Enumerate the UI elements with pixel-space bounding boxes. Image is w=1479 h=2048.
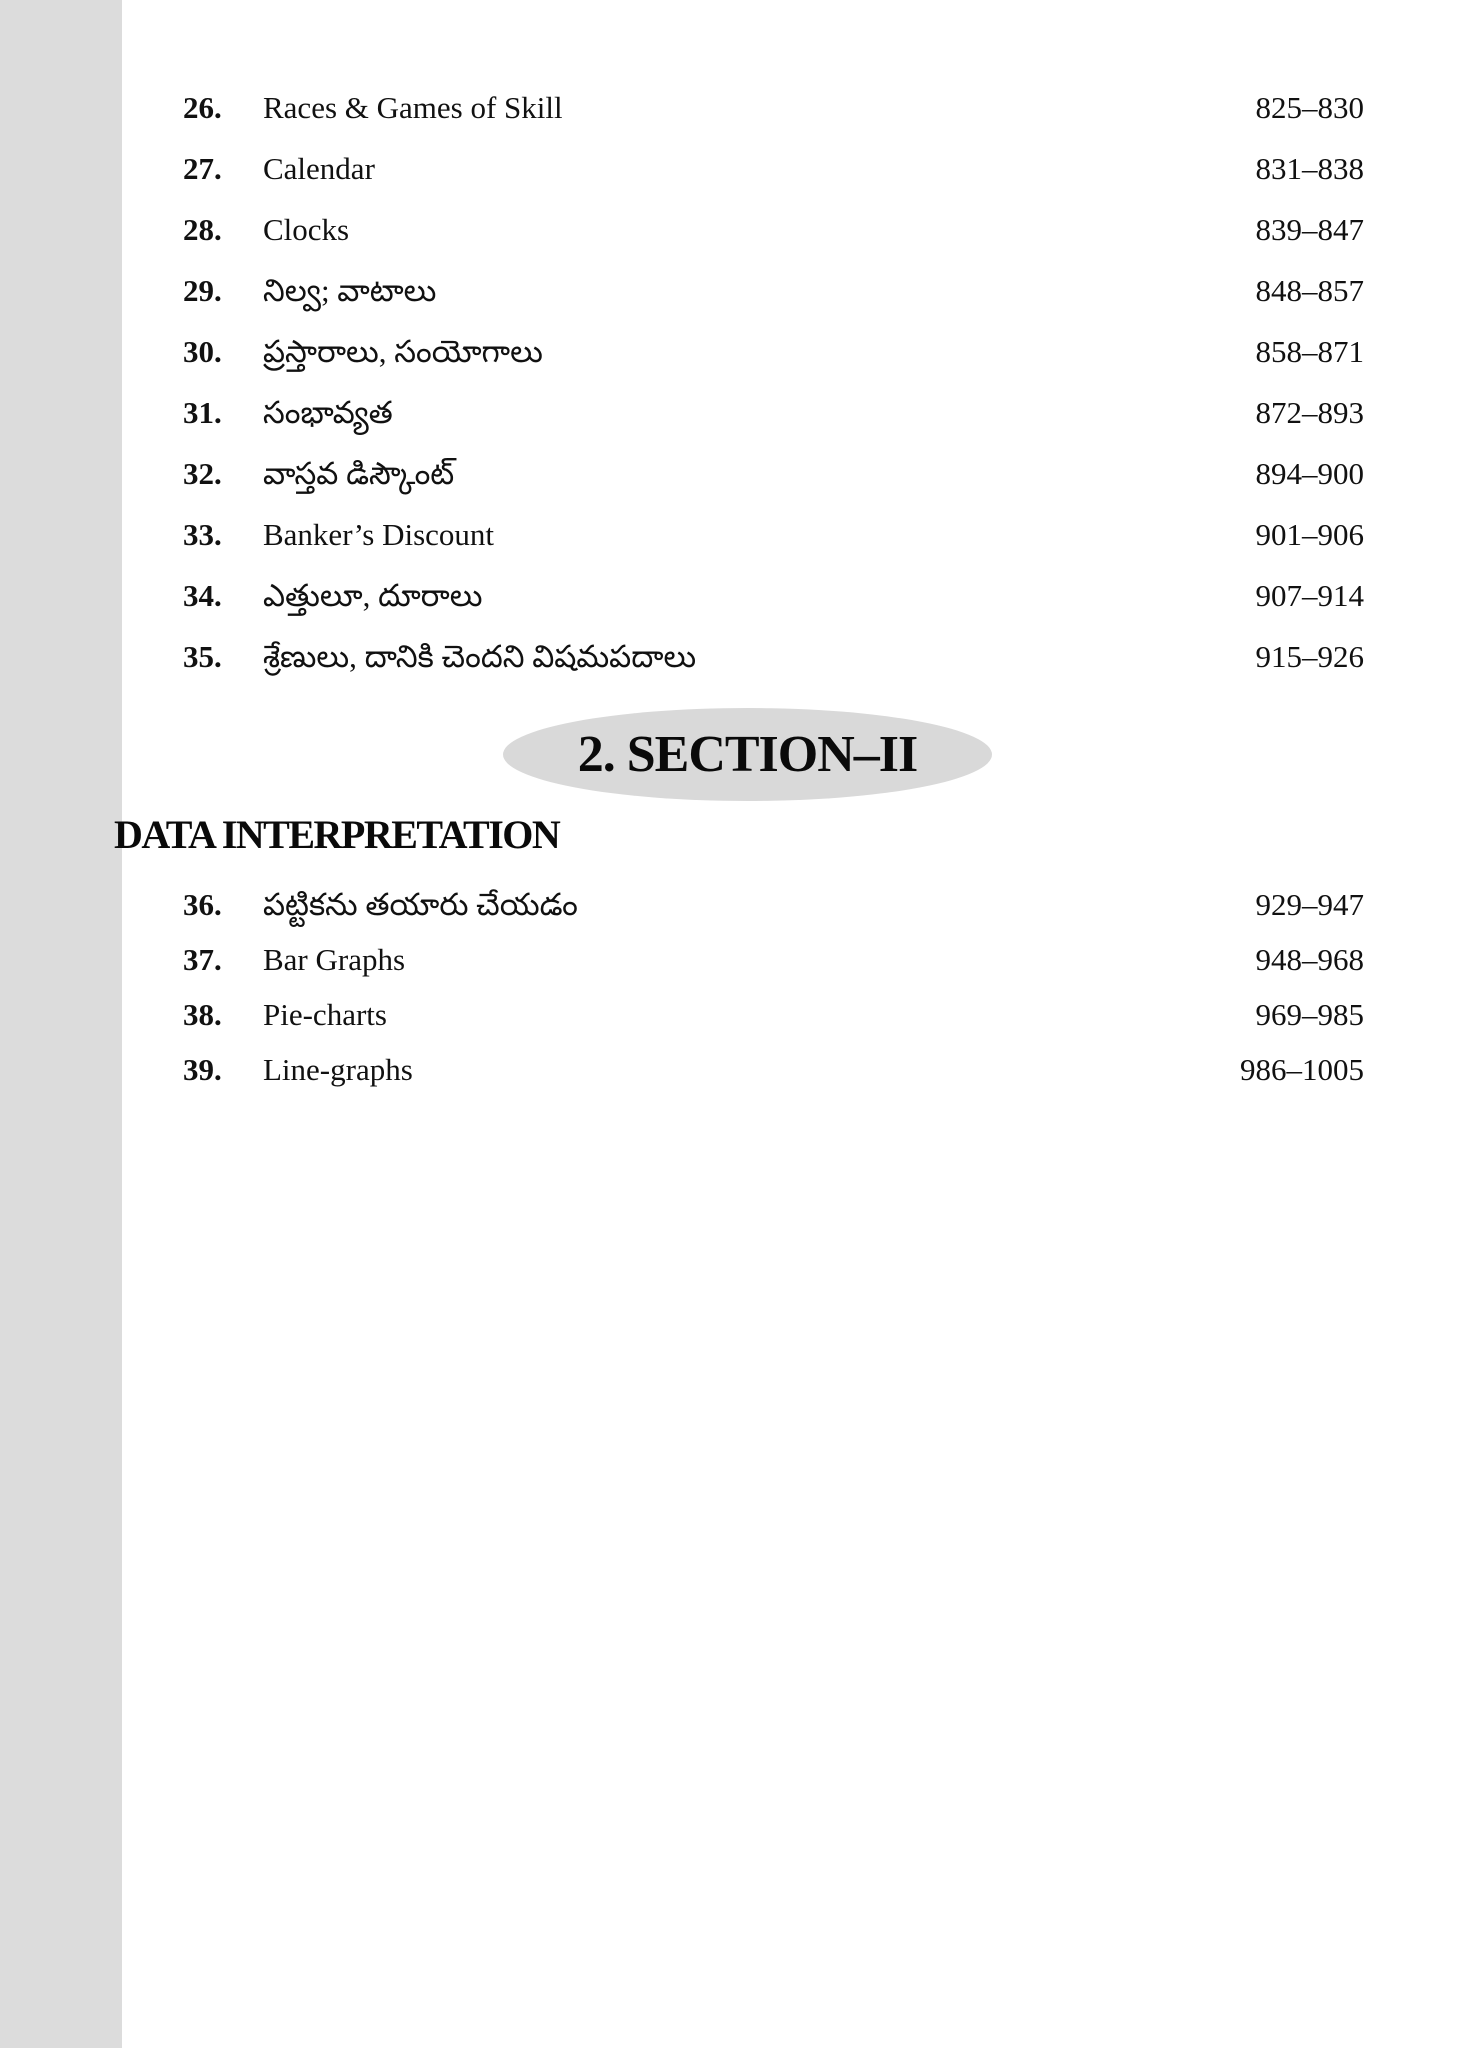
toc-entry[interactable] [183,138,1364,199]
toc-entry[interactable] [183,260,1364,321]
toc-entry-title: ప్రస్తారాలు, సంయోగాలు [263,333,543,369]
toc-entry[interactable] [183,382,1364,443]
toc-entry-number: 37. [183,941,222,977]
toc-entry-number: 33. [183,516,222,552]
toc-entry-title: Races & Games of Skill [263,89,563,125]
toc-entry-title: శ్రేణులు, దానికి చెందని విషమపదాలు [263,638,697,674]
toc-entry-title: పట్టికను తయారు చేయడం [263,886,578,922]
toc-entry[interactable] [183,1042,1364,1097]
toc-list-part2 [183,877,1364,1097]
toc-entry-pages: 839–847 [1255,211,1364,247]
toc-entry-title: Banker’s Discount [263,516,495,552]
toc-entry-number: 36. [183,886,222,922]
toc-entry-number: 32. [183,455,222,491]
toc-entry-pages: 969–985 [1255,996,1364,1032]
toc-entry-title: Bar Graphs [263,941,406,977]
toc-entry-title: Calendar [263,150,375,186]
toc-entry-title: Clocks [263,211,350,247]
toc-entry-number: 27. [183,150,222,186]
toc-entry-pages: 858–871 [1255,333,1364,369]
toc-entry-pages: 907–914 [1255,577,1364,613]
toc-entry-pages: 929–947 [1255,886,1364,922]
toc-entry[interactable] [183,626,1364,687]
toc-entry[interactable] [183,877,1364,932]
toc-entry-title: Pie-charts [263,996,387,1032]
toc-entry-pages: 986–1005 [1240,1051,1364,1087]
toc-entry[interactable] [183,321,1364,382]
toc-entry[interactable] [183,565,1364,626]
left-margin-strip [0,0,122,2048]
toc-entry-pages: 894–900 [1255,455,1364,491]
toc-entry[interactable] [183,199,1364,260]
toc-entry[interactable] [183,987,1364,1042]
toc-entry[interactable] [183,932,1364,987]
toc-entry-number: 34. [183,577,222,613]
section-title: 2. SECTION–II [577,726,918,783]
toc-entry[interactable] [183,77,1364,138]
toc-entry-number: 39. [183,1051,222,1087]
toc-entry-pages: 901–906 [1255,516,1364,552]
toc-entry-pages: 872–893 [1255,394,1364,430]
toc-entry-number: 35. [183,638,222,674]
toc-entry-pages: 948–968 [1255,941,1364,977]
toc-entry-number: 28. [183,211,222,247]
toc-entry-title: సంభావ్యత [263,394,393,430]
toc-entry[interactable] [183,504,1364,565]
toc-entry[interactable] [183,443,1364,504]
toc-entry-number: 26. [183,89,222,125]
toc-entry-title: వాస్తవ డిస్కౌంట్ [263,455,455,491]
toc-entry-number: 30. [183,333,222,369]
toc-entry-pages: 915–926 [1255,638,1364,674]
toc-entry-number: 38. [183,996,222,1032]
toc-entry-title: Line-graphs [263,1051,413,1087]
toc-entry-pages: 848–857 [1255,272,1364,308]
toc-list-part1 [183,77,1364,687]
section-subheading: DATA INTERPRETATION [114,812,560,857]
toc-entry-pages: 831–838 [1255,150,1364,186]
toc-entry-pages: 825–830 [1255,89,1364,125]
toc-entry-number: 31. [183,394,222,430]
toc-entry-title: నిల్వ; వాటాలు [263,272,437,308]
toc-entry-title: ఎత్తులూ, దూరాలు [263,577,483,613]
section-title-badge [503,708,992,801]
toc-entry-number: 29. [183,272,222,308]
